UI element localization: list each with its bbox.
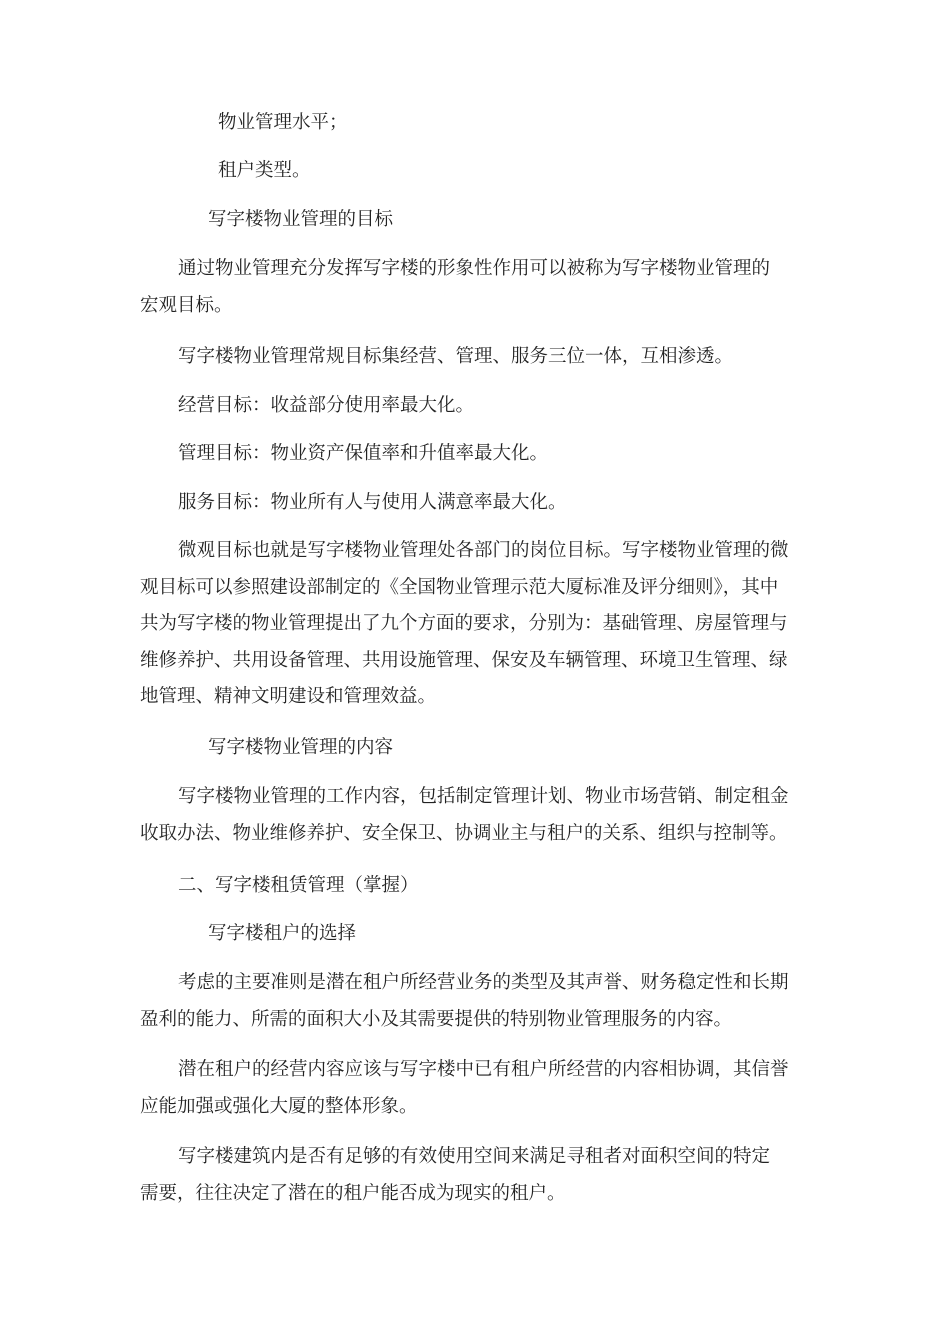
heading-goals: 写字楼物业管理的目标: [208, 209, 394, 230]
paragraph-micro-goal: [140, 533, 820, 716]
paragraph-line: 考虑的主要准则是潜在租户所经营业务的类型及其声誉、财务稳定性和长期: [178, 972, 789, 993]
paragraph-criteria: [140, 965, 820, 1038]
paragraph-regular-goal: 写字楼物业管理常规目标集经营、管理、服务三位一体，互相渗透。: [178, 346, 734, 367]
paragraph-content: [140, 779, 820, 852]
paragraph-line: 通过物业管理充分发挥写字楼的形象性作用可以被称为写字楼物业管理的: [178, 258, 771, 279]
paragraph-line: 维修养护、共用设备管理、共用设施管理、保安及车辆管理、环境卫生管理、绿: [140, 649, 788, 671]
heading-content: 写字楼物业管理的内容: [208, 737, 394, 758]
heading-tenant-selection: 写字楼租户的选择: [208, 923, 357, 944]
paragraph-management-goal: 管理目标：物业资产保值率和升值率最大化。: [178, 443, 549, 464]
paragraph-line: 微观目标也就是写字楼物业管理处各部门的岗位目标。写字楼物业管理的微: [178, 540, 789, 561]
paragraph-service-goal: 服务目标：物业所有人与使用人满意率最大化。: [178, 492, 567, 513]
paragraph-line: 潜在租户的经营内容应该与写字楼中已有租户所经营的内容相协调，其信誉: [178, 1059, 789, 1080]
heading-leasing-management: 二、写字楼租赁管理（掌握）: [178, 875, 419, 896]
paragraph-line: 地管理、精神文明建设和管理效益。: [140, 686, 437, 707]
list-item-management-level: 物业管理水平；: [218, 112, 348, 133]
paragraph-line: 共为写字楼的物业管理提出了九个方面的要求，分别为：基础管理、房屋管理与: [140, 613, 788, 634]
paragraph-line: 盈利的能力、所需的面积大小及其需要提供的特别物业管理服务的内容。: [140, 1008, 733, 1030]
paragraph-line: 写字楼物业管理的工作内容，包括制定管理计划、物业市场营销、制定租金: [178, 786, 789, 807]
paragraph-business-goal: 经营目标：收益部分使用率最大化。: [178, 395, 475, 416]
paragraph-line: 应能加强或强化大厦的整体形象。: [140, 1095, 418, 1117]
paragraph-line: 宏观目标。: [140, 294, 233, 316]
paragraph-line: 写字楼建筑内是否有足够的有效使用空间来满足寻租者对面积空间的特定: [178, 1146, 771, 1167]
list-item-tenant-type: 租户类型。: [218, 160, 311, 181]
paragraph-coordination: [140, 1052, 820, 1125]
paragraph-line: 收取办法、物业维修养护、安全保卫、协调业主与租户的关系、组织与控制等。: [140, 822, 788, 844]
paragraph-space: [140, 1139, 820, 1212]
paragraph-line: 观目标可以参照建设部制定的《全国物业管理示范大厦标准及评分细则》，其中: [140, 576, 779, 598]
paragraph-line: 需要，往往决定了潜在的租户能否成为现实的租户。: [140, 1182, 566, 1204]
paragraph-macro-goal: [140, 251, 820, 324]
